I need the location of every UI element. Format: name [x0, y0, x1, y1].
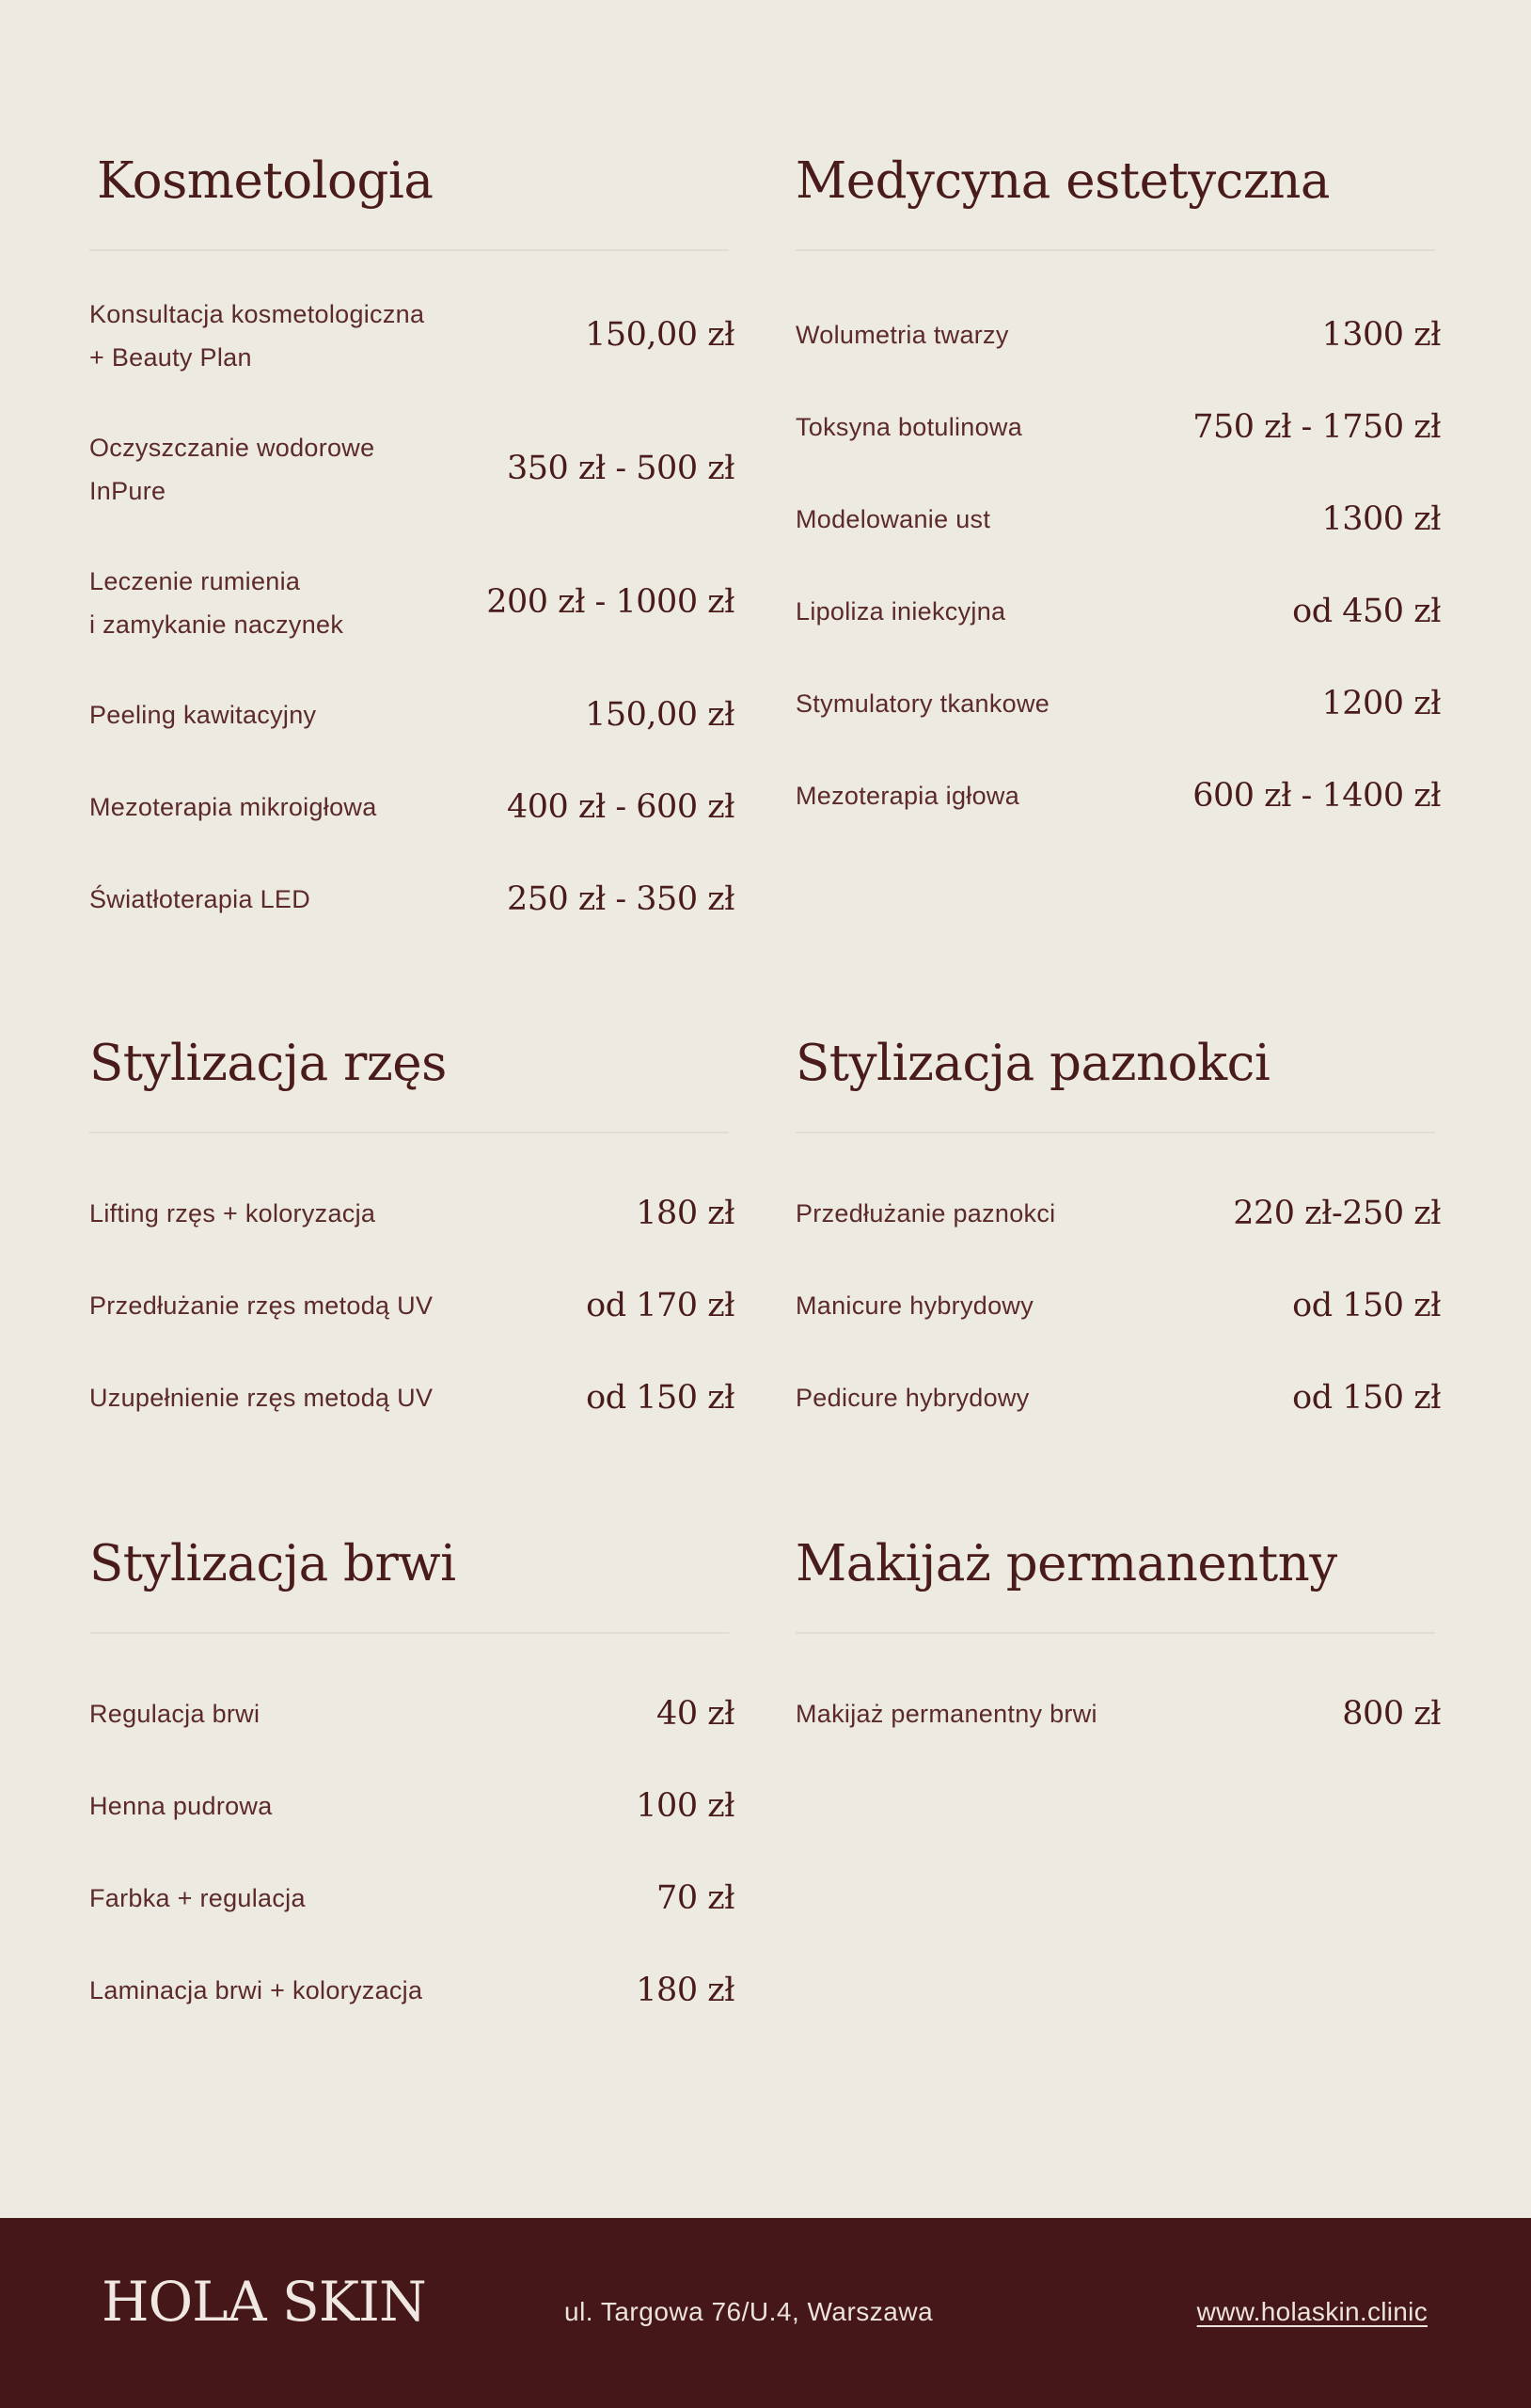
service-price: 180 zł: [636, 1972, 734, 2009]
divider: [89, 249, 729, 251]
service-name: Mezoterapia igłowa: [796, 782, 1020, 810]
service-price: od 150 zł: [1292, 1379, 1441, 1417]
service-price: 1300 zł: [1321, 316, 1441, 354]
service-price: 1200 zł: [1321, 685, 1441, 722]
service-price: 200 zł - 1000 zł: [486, 583, 734, 621]
section-kosmetologia: [89, 152, 734, 918]
service-name: Konsultacja kosmetologiczna + Beauty Plan: [89, 300, 425, 372]
service-name: Oczyszczanie wodorowe InPure: [89, 434, 375, 505]
service-price: 1300 zł: [1321, 500, 1441, 538]
section-title: Stylizacja paznokci: [796, 1035, 1271, 1092]
section-title: Kosmetologia: [97, 152, 434, 210]
service-name: Leczenie rumienia i zamykanie naczynek: [89, 567, 344, 639]
section-title: Makijaż permanentny: [796, 1535, 1337, 1592]
service-price: 800 zł: [1342, 1695, 1441, 1733]
service-name: Toksyna botulinowa: [796, 413, 1023, 441]
service-name: Lifting rzęs + koloryzacja: [89, 1199, 376, 1228]
service-price: 180 zł: [636, 1195, 734, 1232]
service-name: Farbka + regulacja: [89, 1884, 306, 1912]
section-medycyna-estetyczna: [796, 152, 1441, 815]
service-name: Przedłużanie paznokci: [796, 1199, 1056, 1228]
divider: [89, 1632, 729, 1634]
divider: [89, 1132, 729, 1133]
service-price: 350 zł - 500 zł: [506, 450, 734, 487]
service-name: Pedicure hybrydowy: [796, 1384, 1030, 1412]
service-price: od 150 zł: [586, 1379, 734, 1417]
divider: [796, 1632, 1435, 1634]
service-name: Laminacja brwi + koloryzacja: [89, 1976, 423, 2004]
service-name: Lipoliza iniekcyjna: [796, 597, 1006, 626]
service-name: Wolumetria twarzy: [796, 321, 1009, 349]
service-name: Regulacja brwi: [89, 1700, 260, 1728]
service-name: Peeling kawitacyjny: [89, 701, 317, 729]
service-name: Manicure hybrydowy: [796, 1291, 1034, 1320]
service-name: Światłoterapia LED: [89, 885, 311, 913]
section-stylizacja-brwi: [89, 1535, 734, 2009]
service-name: Makijaż permanentny brwi: [796, 1700, 1097, 1728]
divider: [796, 249, 1435, 251]
service-price: 150,00 zł: [585, 316, 734, 354]
service-price: 600 zł - 1400 zł: [1192, 777, 1441, 815]
service-price: 70 zł: [656, 1879, 734, 1917]
service-price: od 170 zł: [586, 1287, 734, 1324]
service-name: Modelowanie ust: [796, 505, 991, 533]
service-name: Henna pudrowa: [89, 1792, 273, 1820]
service-name: Mezoterapia mikroigłowa: [89, 793, 377, 821]
service-price: 750 zł - 1750 zł: [1192, 408, 1441, 446]
section-title: Medycyna estetyczna: [796, 152, 1331, 210]
divider: [796, 1132, 1435, 1133]
service-price: od 150 zł: [1292, 1287, 1441, 1324]
service-price: 220 zł-250 zł: [1233, 1195, 1441, 1232]
service-name: Przedłużanie rzęs metodą UV: [89, 1291, 434, 1320]
section-makijaz-permanentny: [796, 1535, 1441, 1733]
service-price: 100 zł: [636, 1787, 734, 1825]
service-price: od 450 zł: [1292, 593, 1441, 630]
address: ul. Targowa 76/U.4, Warszawa: [564, 2297, 934, 2326]
service-price: 40 zł: [656, 1695, 734, 1733]
service-price: 250 zł - 350 zł: [506, 880, 734, 918]
service-name: Uzupełnienie rzęs metodą UV: [89, 1384, 434, 1412]
section-stylizacja-paznokci: [796, 1035, 1441, 1417]
section-title: Stylizacja rzęs: [89, 1035, 447, 1092]
service-price: 400 zł - 600 zł: [506, 788, 734, 826]
brand-logo: HOLA SKIN: [102, 2270, 426, 2334]
service-name: Stymulatory tkankowe: [796, 689, 1050, 718]
website-link[interactable]: www.holaskin.clinic: [1196, 2297, 1428, 2326]
service-price: 150,00 zł: [585, 696, 734, 734]
footer: [0, 2218, 1531, 2408]
section-title: Stylizacja brwi: [89, 1535, 456, 1592]
section-stylizacja-rzes: [89, 1035, 734, 1417]
